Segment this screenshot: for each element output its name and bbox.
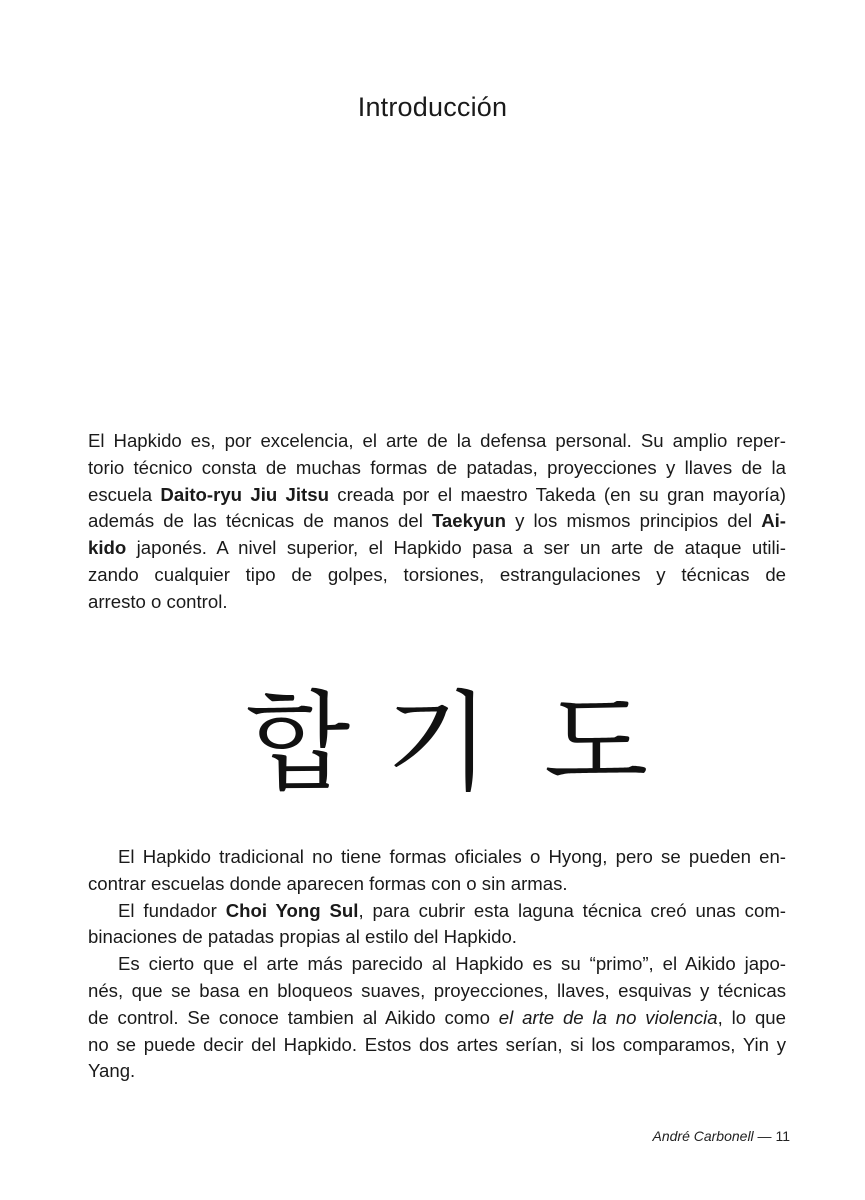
- page-number: 11: [775, 1128, 790, 1144]
- body-line: nés, que se basa en bloqueos suaves, proyecciones, llaves, esquivas y técnicas: [88, 979, 786, 1001]
- intro-line: zando cualquier tipo de golpes, torsiones, estrangulaciones y técnicas de: [88, 563, 786, 585]
- hangul-char-do: 도: [543, 681, 649, 806]
- body-line: El fundador Choi Yong Sul, para cubrir esta laguna técnica creó unas com-: [118, 899, 786, 921]
- hangul-char-gi: 기: [385, 681, 491, 806]
- body-line: no se puede decir del Hapkido. Estos dos artes serían, si los comparamos, Yin y: [88, 1033, 786, 1055]
- intro-paragraph: [88, 428, 786, 616]
- page-title: Introducción: [357, 92, 508, 122]
- intro-line: El Hapkido es, por excelencia, el arte de la defensa personal. Su amplio reper-: [88, 430, 786, 451]
- emphasis-no-violencia: el arte de la no violencia: [498, 1006, 718, 1028]
- intro-line: torio técnico consta de muchas formas de patadas, proyecciones y llaves de la: [88, 456, 786, 478]
- body-line: Yang.: [88, 1060, 136, 1082]
- body-line: de control. Se conoce tambien al Aikido como el arte de la no violencia, lo que: [88, 1006, 786, 1028]
- emphasis-choi-yong-sul: Choi Yong Sul: [225, 899, 359, 921]
- body-line: Es cierto que el arte más parecido al Hapkido es su “primo”, el Aikido japo-: [118, 953, 786, 975]
- body-line: El Hapkido tradicional no tiene formas oficiales o Hyong, pero se pueden en-: [118, 846, 786, 867]
- hangul-char-hap: 합: [245, 681, 351, 806]
- body-text: [88, 844, 786, 1085]
- hangul-hapkido: [0, 668, 865, 808]
- intro-line: escuela Daito-ryu Jiu Jitsu creada por el maestro Takeda (en su gran mayoría): [88, 483, 786, 505]
- body-line: binaciones de patadas propias al estilo del Hapkido.: [88, 926, 517, 948]
- emphasis-aikido-cont: kido: [88, 537, 127, 559]
- intro-line: arresto o control.: [88, 590, 228, 612]
- emphasis-aikido: Ai-: [761, 510, 786, 532]
- footer-author: André Carbonell: [652, 1128, 754, 1144]
- emphasis-taekyun: Taekyun: [431, 510, 507, 532]
- intro-line: kido japonés. A nivel superior, el Hapkido pasa a ser un arte de ataque utili-: [88, 537, 786, 559]
- page-footer: [653, 1128, 791, 1144]
- body-line: contrar escuelas donde aparecen formas con o sin armas.: [88, 872, 568, 894]
- intro-line: además de las técnicas de manos del Taekyun y los mismos principios del Ai-: [88, 510, 786, 532]
- footer-separator: —: [753, 1128, 776, 1144]
- emphasis-daito-ryu: Daito-ryu Jiu Jitsu: [160, 483, 329, 505]
